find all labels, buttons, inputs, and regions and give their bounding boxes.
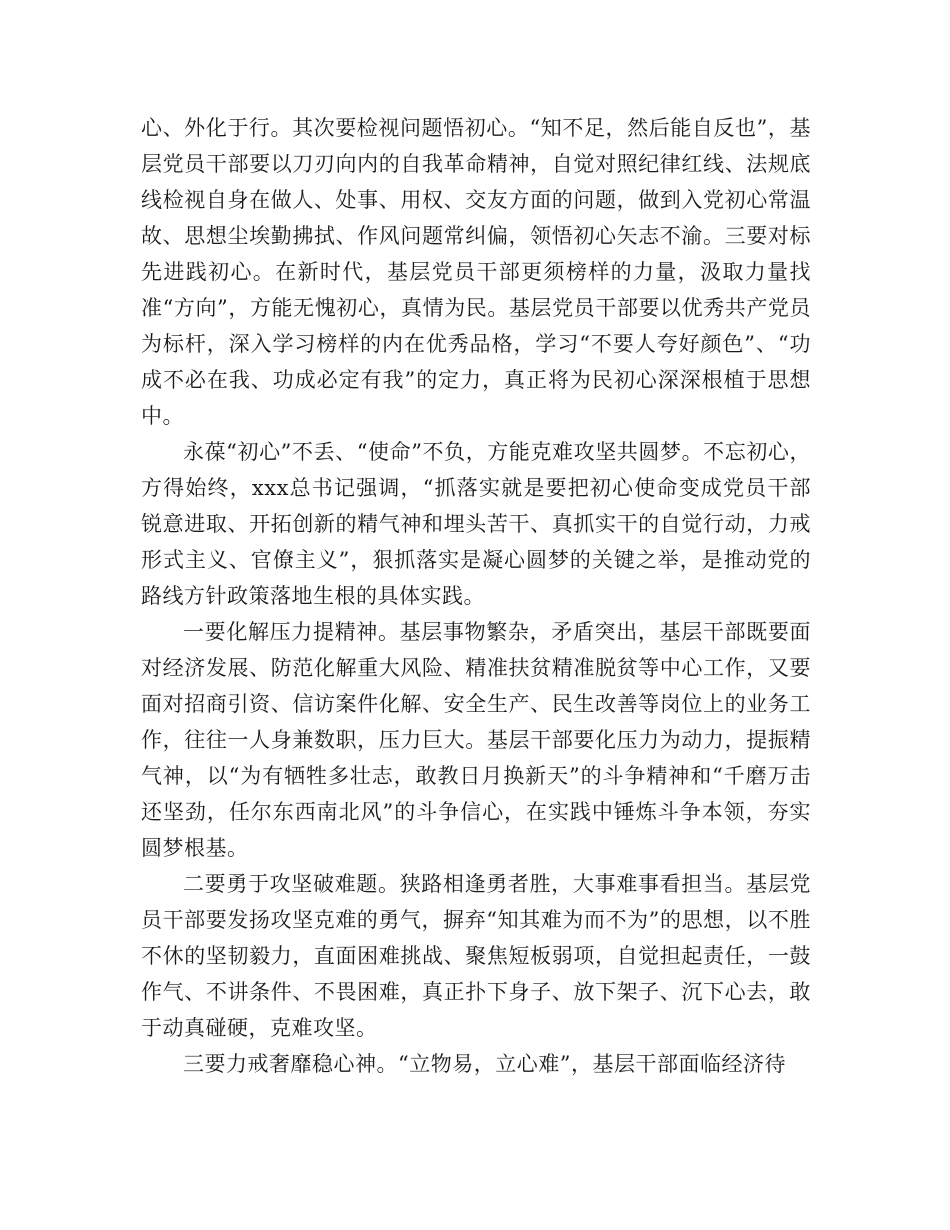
document-body: [141, 110, 811, 1082]
paragraph-4: 二要勇于攻坚破难题。狭路相逢勇者胜，大事难事看担当。基层党员干部要发扬攻坚克难的勇气，摒弃“知其难为而不为”的思想，以不胜不休的坚韧毅力，直面困难挑战、聚焦短板弱项，自觉担起责任，一鼓作气、不讲条件、不畏困难，真正扑下身子、放下架子、沉下心去，敢于动真碰硬，克难攻坚。: [141, 872, 811, 1040]
paragraph-3: 一要化解压力提精神。基层事物繁杂，矛盾突出，基层干部既要面对经济发展、防范化解重大风险、精准扶贫精准脱贫等中心工作，又要面对招商引资、信访案件化解、安全生产、民生改善等岗位上的业务工作，往往一人身兼数职，压力巨大。基层干部要化压力为动力，提振精气神，以“为有牺牲多壮志，敢教日月换新天”的斗争精神和“千磨万击还坚劲，任尔东西南北风”的斗争信心，在实践中锤炼斗争本领，夯实圆梦根基。: [141, 620, 811, 860]
paragraph-5: 三要力戒奢靡稳心神。“立物易，立心难”，基层干部面临经济待: [183, 1052, 786, 1076]
paragraph-2: 永葆“初心”不丢、“使命”不负，方能克难攻坚共圆梦。不忘初心，方得始终，xxx总书记强调，“抓落实就是要把初心使命变成党员干部锐意进取、开拓创新的精气神和埋头苦干、真抓实干的自觉行动，力戒形式主义、官僚主义”，狠抓落实是凝心圆梦的关键之举，是推动党的路线方针政策落地生根的具体实践。: [141, 440, 811, 608]
paragraph-1: 心、外化于行。其次要检视问题悟初心。“知不足，然后能自反也”，基层党员干部要以刀刃向内的自我革命精神，自觉对照纪律红线、法规底线检视自身在做人、处事、用权、交友方面的问题，做到入党初心常温故、思想尘埃勤拂拭、作风问题常纠偏，领悟初心矢志不渝。三要对标先进践初心。在新时代，基层党员干部更须榜样的力量，汲取力量找准“方向”，方能无愧初心，真情为民。基层党员干部要以优秀共产党员为标杆，深入学习榜样的内在优秀品格，学习“不要人夸好颜色”、“功成不必在我、功成必定有我”的定力，真正将为民初心深深根植于思想中。: [141, 116, 811, 428]
